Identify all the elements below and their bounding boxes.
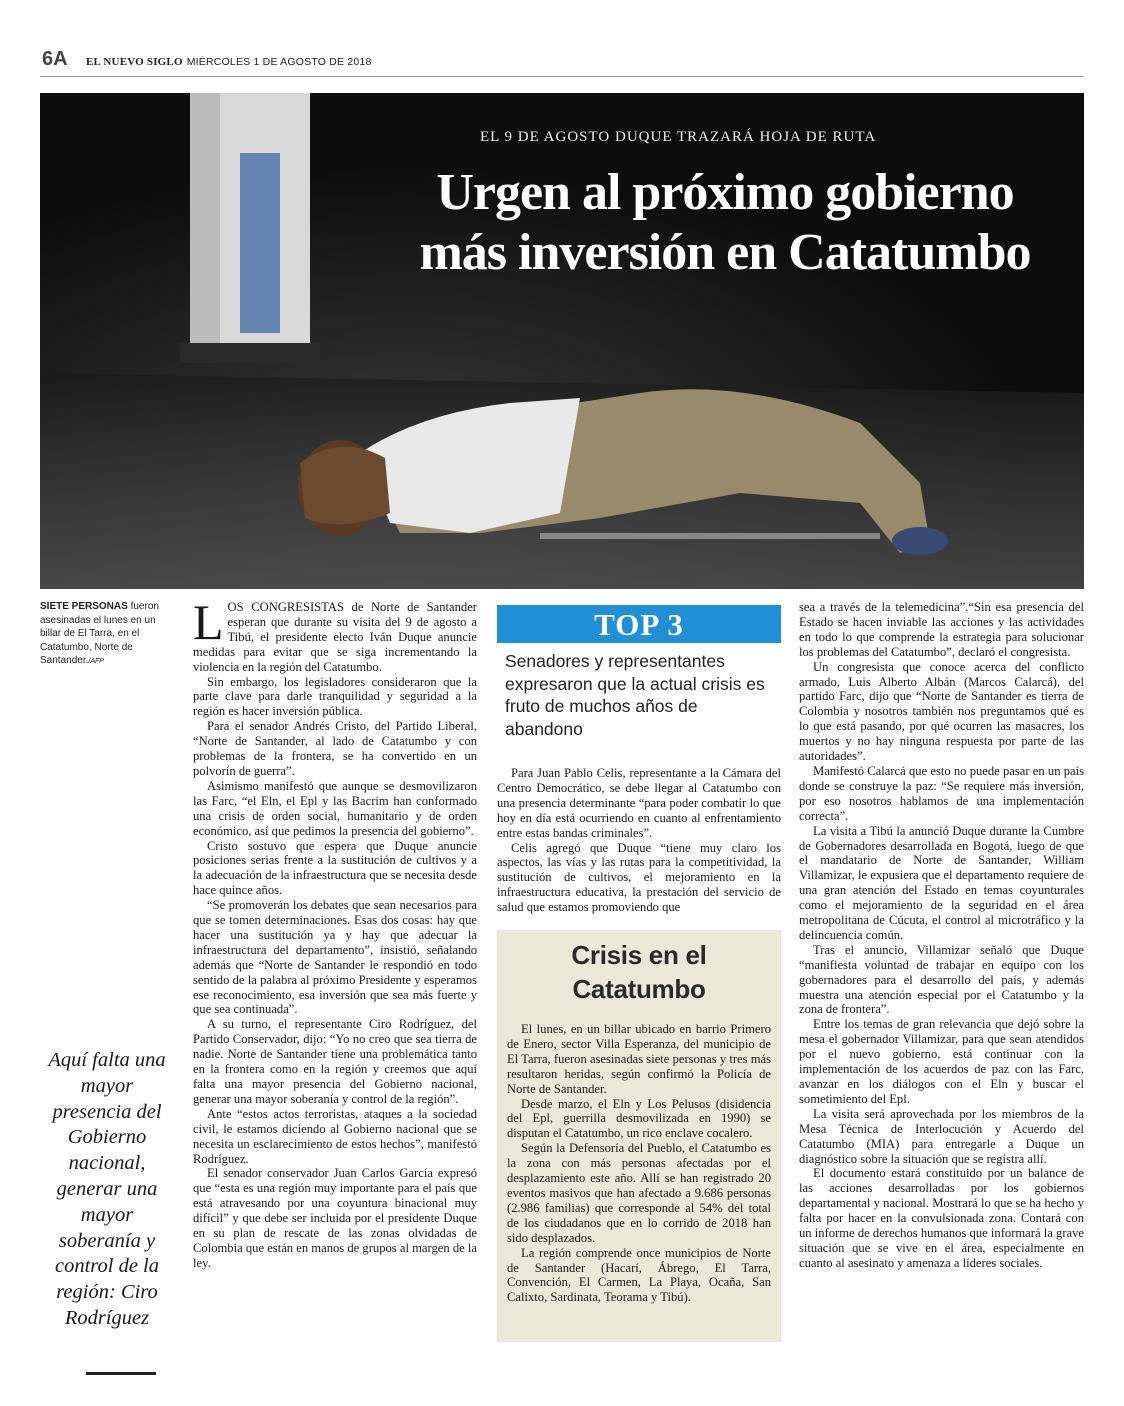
paragraph: Desde marzo, el Eln y Los Pelusos (disidencia del Epl, guerrilla desmovilizada en 1990) se disputan el Catatumbo, un rico enclave cocalero.: [507, 1096, 771, 1141]
paragraph: A su turno, el representante Ciro Rodríguez, del Partido Conservador, dijo: “Yo no creo que sea tierra de nadie. Norte de Santander tiene una problemática tanto en la frontera como en la región y creemos que aquí falta una mayor presencia del Gobierno nacional, generar una mayor soberanía y control de la región”.: [193, 1017, 477, 1106]
paragraph: Según la Defensoría del Pueblo, el Catatumbo es la zona con más personas afectadas por el desplazamiento este año. Allí se han registrado 20 eventos masivos que han afectado a 9.686 personas (2.986 familias) que corresponde al 54% del total de los ciudadanos que en lo corrido de 2018 han sido desplazados.: [507, 1141, 771, 1245]
headline-line-2: más inversión en Catatumbo: [419, 224, 1031, 281]
paragraph: El senador conservador Juan Carlos García expresó que “esta es una región muy importante para el país que está atravesando por una coyuntura binacional muy difícil” y que debe ser incluida por el presidente Duque en su plan de rescate de las zonas olvidadas de Colombia que están en manos de grupos al margen de la ley.: [193, 1166, 477, 1270]
headline: [370, 163, 1080, 283]
drop-cap: L: [193, 594, 224, 650]
paragraph-text: OS CONGRESISTAS de Norte de Santander esperan que durante su visita del 9 de agosto a Tibú, el presidente electo Iván Duque anuncie medidas para evitar que se siga incrementando la violencia en la región del Catatumbo.: [193, 600, 477, 674]
paragraph: “Se promoverán los debates que sean necesarios para que se tomen determinaciones. Esas dos cosas: hay que hacer una sustitución ya y hay que adecuar la infraestructura del departamento”, insistió, señalando además que “Norte de Santander le respondió en todo sentido de la palabra al próximo Presidente y esperamos ese reconocimiento, esa inversión que sea más fuerte y que sea continuada”.: [193, 898, 477, 1017]
paragraph: Manifestó Calarcá que esto no puede pasar en un país donde se construye la paz: “Se requiere más inversión, por eso nosotros hablamos de una implementación correcta”.: [799, 763, 1084, 823]
paragraph: La región comprende once municipios de Norte de Santander (Hacarí, Ábrego, El Tarra, Convención, El Carmen, La Playa, Ocaña, San Calixto, Sardinata, Teorama y Tibú).: [507, 1245, 771, 1305]
paragraph: Tras el anuncio, Villamizar señaló que Duque “manifiesta voluntad de trabajar en equipo con los gobernadores para el desarrollo del país, y además muestra una atención especial por el Catatumbo y la zona de frontera”.: [799, 942, 1084, 1017]
masthead: [86, 56, 372, 68]
sidebar-box: [497, 930, 781, 1342]
sidebar-body: [507, 1022, 771, 1305]
paragraph: La visita a Tibú la anunció Duque durante la Cumbre de Gobernadores desarrollada en Bogotá, luego de que el mandatario de Norte de Santander, William Villamizar, le expusiera que el departamento requiere de una gran atención del Estado en temas coyunturales como el mejoramiento de la seguridad en el área metropolitana de Cúcuta, el control al microtráfico y la delincuencia común.: [799, 823, 1084, 942]
paragraph: Para Juan Pablo Celis, representante a la Cámara del Centro Democrático, se debe llegar al Catatumbo con una presencia determinante “para poder combatir lo que hoy en día está ocurriendo en cuanto al enfrentamiento entre estas bandas criminales”.: [497, 766, 781, 840]
pull-quote: Aquí falta una mayor presencia del Gobierno nacional, generar una mayor soberanía y control de la región: Ciro Rodríguez: [48, 1049, 166, 1329]
paragraph: La visita será aprovechada por los miembros de la Mesa Técnica de Interlocución y Acuerdo del Catatumbo (MIA) para entregarle a Duque un diagnóstico sobre la situación que se registra allí.: [799, 1106, 1084, 1166]
paragraph: Cristo sostuvo que espera que Duque anuncie posiciones serias frente a la sustitución de cultivos y a la adecuación de la infraestructura que se necesita desde hace quince años.: [193, 838, 477, 898]
caption-text: fueron asesinadas el lunes en un billar de El Tarra, en el Catatumbo, Norte de Santander.: [40, 601, 159, 667]
lead-paragraph: [193, 594, 477, 675]
sidebar-title-line-2: Catatumbo: [572, 974, 706, 1004]
hero-photo: [40, 93, 1084, 589]
paragraph: Un congresista que conoce acerca del conflicto armado, Luis Alberto Albán (Marcos Calarcá), del partido Farc, dijo que “Norte de Santander es tierra de Colombia y nosotros también nos preguntamos qué es lo que está pasando, por qué ocurren las masacres, los muertos y no hay ninguna respuesta por parte de las autoridades”.: [799, 659, 1084, 764]
paragraph: El lunes, en un billar ubicado en barrio Primero de Enero, sector Villa Esperanza, del municipio de El Tarra, fueron asesinadas siete personas y tres más resultaron heridas, según confirmó la Policía de Norte de Santander.: [507, 1022, 771, 1096]
sidebar-title: [497, 938, 781, 1006]
top3-summary: Senadores y representantes expresaron que la actual crisis es fruto de muchos años de abandono: [505, 651, 765, 740]
paragraph: Sin embargo, los legisladores consideraron que la parte clave para darle tranquilidad y seguridad a la región es hacer inversión pública.: [193, 674, 477, 719]
pull-quote-rule: [86, 1372, 156, 1375]
newspaper-name: EL NUEVO SIGLO: [86, 56, 183, 68]
paragraph: Celis agregó que Duque “tiene muy claro los aspectos, las vías y las rutas para la competitividad, la sustitución de cultivos, el mejoramiento en la infraestructura educativa, la prestación del servicio de salud que estamos promoviendo que: [497, 840, 781, 915]
header-rule: [40, 76, 1084, 77]
headline-line-1: Urgen al próximo gobierno: [436, 164, 1014, 221]
paragraph: Asimismo manifestó que aunque se desmovilizaron las Farc, “el Eln, el Epl y las Bacrim han conformado una crisis de orden social, humanitario y de orden económico, así que pedimos la presencia del gobierno”.: [193, 778, 477, 838]
paragraph: Entre los temas de gran relevancia que dejó sobre la mesa el gobernador Villamizar, para que sean atendidos por el nuevo gobierno, está continuar con la implementación de los acuerdos de paz con las Farc, avanzar en los diálogos con el Eln y buscar el sometimiento del Epl.: [799, 1017, 1084, 1106]
article-column-2: [497, 766, 781, 915]
photo-credit: /AFP: [88, 658, 104, 666]
kicker: EL 9 DE AGOSTO DUQUE TRAZARÁ HOJA DE RUTA: [480, 129, 877, 145]
paragraph: El documento estará constituido por un balance de las acciones desarrolladas por los gobiernos departamental y nacional. Mostrará lo que se ha hecho y falta por hacer en la convulsionada zona. Contará con un informe de derechos humanos que informará la grave situación que se vive en el área, especialmente en cuanto al asesinato y amenaza a líderes sociales.: [799, 1166, 1084, 1270]
photo-caption: [40, 600, 174, 669]
top3-banner: TOP 3: [497, 605, 781, 643]
caption-lead: SIETE PERSONAS: [40, 601, 128, 612]
article-column-3: [799, 600, 1084, 1271]
paragraph: Ante “estos actos terroristas, ataques a la sociedad civil, le estamos diciendo al Gobierno nacional que se necesita un esclarecimiento de estos hechos”, manifestó Rodríguez.: [193, 1106, 477, 1166]
paragraph: sea a través de la telemedicina”.“Sin esa presencia del Estado se hacen inviable las acciones y las actividades en todo lo que comprende la estrategia para solucionar los problemas del Catatumbo”, declaró el congresista.: [799, 600, 1084, 659]
paragraph: Para el senador Andrés Cristo, del Partido Liberal, “Norte de Santander, al lado de Catatumbo y con problemas de la frontera, se ha convertido en un polvorín de guerra”.: [193, 719, 477, 778]
edition-date: MIÉRCOLES 1 DE AGOSTO DE 2018: [186, 56, 372, 68]
article-column-1: [193, 594, 477, 1271]
sidebar-title-line-1: Crisis en el: [571, 940, 707, 970]
page-number: 6A: [42, 48, 68, 70]
